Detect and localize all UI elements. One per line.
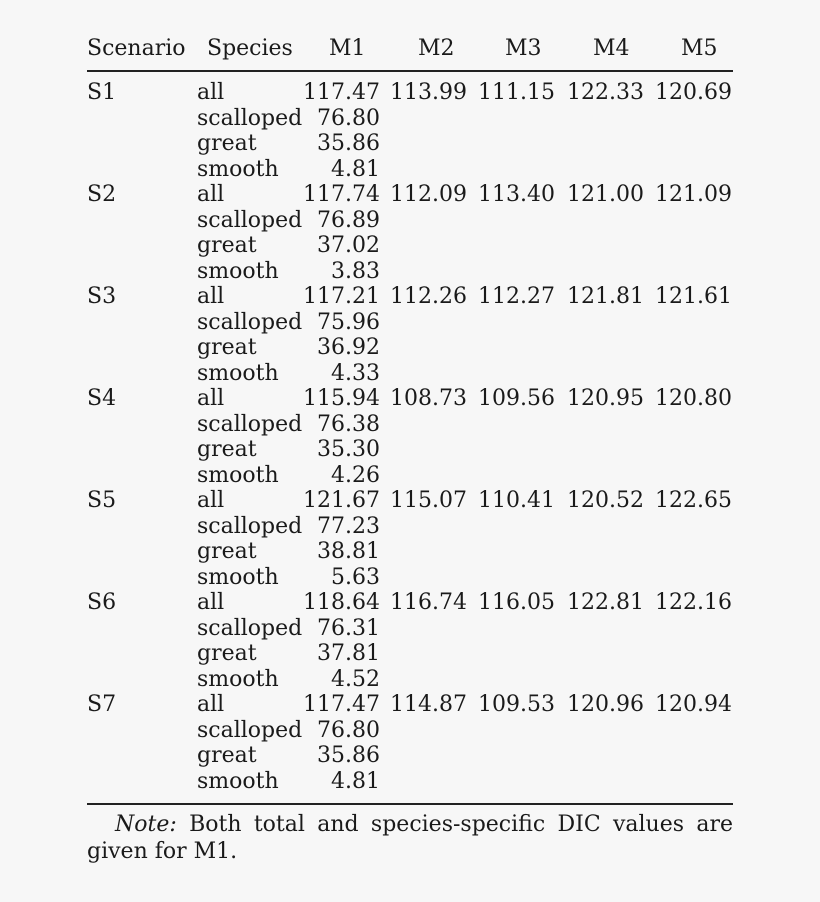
table-row (0, 386, 820, 412)
column-header-m5: M5 (681, 36, 718, 61)
column-header-m4: M4 (593, 36, 630, 61)
cell-species: smooth (197, 258, 279, 284)
note-text: Both total and species-specific DIC values are given for M1. (87, 812, 733, 864)
cell-scenario: S2 (87, 182, 117, 207)
cell-m5: 122.65 (655, 488, 732, 513)
cell-m1: 117.47 (303, 692, 380, 717)
cell-m1: 76.38 (317, 411, 380, 437)
table-row (0, 182, 820, 208)
cell-species: scalloped (197, 411, 303, 437)
cell-m5: 121.09 (655, 182, 732, 207)
cell-m2: 112.09 (390, 182, 467, 207)
cell-m1: 37.02 (317, 233, 380, 258)
cell-species: smooth (197, 768, 279, 794)
cell-scenario: S6 (87, 590, 117, 615)
cell-m3: 116.05 (478, 590, 555, 615)
cell-species: scalloped (197, 615, 303, 641)
table-row (0, 769, 820, 795)
cell-m3: 112.27 (478, 284, 555, 309)
cell-m2: 115.07 (390, 488, 467, 513)
cell-m1: 118.64 (303, 590, 380, 615)
table-bottom-rule (87, 803, 733, 805)
cell-species: scalloped (197, 105, 303, 131)
cell-m3: 109.53 (478, 692, 555, 717)
table-row (0, 233, 820, 259)
cell-m1: 77.23 (317, 513, 380, 539)
column-header-m3: M3 (505, 36, 542, 61)
cell-m4: 120.95 (567, 386, 644, 411)
table-row (0, 641, 820, 667)
cell-species: great (197, 539, 257, 564)
cell-m1: 37.81 (317, 641, 380, 666)
table-row (0, 488, 820, 514)
table-row (0, 106, 820, 132)
table-row (0, 743, 820, 769)
cell-m1: 4.81 (331, 768, 380, 794)
cell-m4: 122.81 (567, 590, 644, 615)
cell-m1: 3.83 (331, 258, 380, 284)
cell-m1: 38.81 (317, 539, 380, 564)
cell-m1: 76.89 (317, 207, 380, 233)
cell-species: scalloped (197, 717, 303, 743)
table-row (0, 412, 820, 438)
cell-m1: 36.92 (317, 335, 380, 360)
column-header-m2: M2 (418, 36, 455, 61)
table-row (0, 335, 820, 361)
cell-m4: 121.81 (567, 284, 644, 309)
note-label: Note: (115, 812, 177, 837)
cell-species: scalloped (197, 309, 303, 335)
cell-m1: 76.80 (317, 105, 380, 131)
table-row (0, 565, 820, 591)
table-row (0, 667, 820, 693)
cell-m1: 121.67 (303, 488, 380, 513)
cell-m1: 35.86 (317, 743, 380, 768)
cell-species: all (197, 692, 225, 717)
cell-species: great (197, 437, 257, 462)
cell-species: scalloped (197, 513, 303, 539)
table-row (0, 590, 820, 616)
cell-species: smooth (197, 462, 279, 488)
table-row (0, 361, 820, 387)
cell-scenario: S4 (87, 386, 117, 411)
cell-m1: 35.30 (317, 437, 380, 462)
table-body (0, 80, 820, 794)
cell-m4: 122.33 (567, 80, 644, 105)
cell-m1: 76.31 (317, 615, 380, 641)
table-row (0, 259, 820, 285)
cell-m2: 112.26 (390, 284, 467, 309)
cell-species: great (197, 743, 257, 768)
column-header-scenario: Scenario (87, 36, 186, 61)
table-row (0, 284, 820, 310)
table-row (0, 131, 820, 157)
cell-m4: 120.52 (567, 488, 644, 513)
table-row (0, 437, 820, 463)
cell-species: all (197, 182, 225, 207)
cell-scenario: S7 (87, 692, 117, 717)
cell-m3: 109.56 (478, 386, 555, 411)
cell-species: smooth (197, 156, 279, 182)
table-row (0, 157, 820, 183)
cell-m2: 108.73 (390, 386, 467, 411)
cell-m1: 4.26 (331, 462, 380, 488)
cell-scenario: S1 (87, 80, 117, 105)
cell-species: all (197, 590, 225, 615)
cell-m1: 4.81 (331, 156, 380, 182)
table-row (0, 208, 820, 234)
cell-m1: 115.94 (303, 386, 380, 411)
cell-m1: 4.52 (331, 666, 380, 692)
cell-m1: 117.47 (303, 80, 380, 105)
cell-m3: 111.15 (478, 80, 555, 105)
table-row (0, 80, 820, 106)
cell-m5: 120.69 (655, 80, 732, 105)
table-row (0, 616, 820, 642)
cell-species: all (197, 488, 225, 513)
cell-species: great (197, 233, 257, 258)
cell-m1: 117.21 (303, 284, 380, 309)
cell-species: scalloped (197, 207, 303, 233)
table-note (87, 811, 733, 865)
cell-m5: 120.80 (655, 386, 732, 411)
cell-m5: 120.94 (655, 692, 732, 717)
column-header-species: Species (207, 36, 293, 61)
cell-m1: 75.96 (317, 309, 380, 335)
column-header-m1: M1 (329, 36, 366, 61)
cell-m1: 76.80 (317, 717, 380, 743)
table-top-rule (87, 70, 733, 72)
cell-m5: 122.16 (655, 590, 732, 615)
table-header (0, 30, 820, 70)
cell-species: smooth (197, 360, 279, 386)
table-row (0, 692, 820, 718)
cell-m5: 121.61 (655, 284, 732, 309)
table-row (0, 718, 820, 744)
table-row (0, 310, 820, 336)
cell-scenario: S3 (87, 284, 117, 309)
cell-m2: 113.99 (390, 80, 467, 105)
cell-species: smooth (197, 666, 279, 692)
cell-m4: 120.96 (567, 692, 644, 717)
cell-species: great (197, 131, 257, 156)
table-row (0, 463, 820, 489)
cell-m2: 116.74 (390, 590, 467, 615)
cell-species: great (197, 641, 257, 666)
cell-m4: 121.00 (567, 182, 644, 207)
cell-m2: 114.87 (390, 692, 467, 717)
cell-m1: 117.74 (303, 182, 380, 207)
cell-species: smooth (197, 564, 279, 590)
cell-species: all (197, 386, 225, 411)
cell-species: all (197, 284, 225, 309)
cell-m1: 5.63 (331, 564, 380, 590)
cell-m1: 35.86 (317, 131, 380, 156)
table-row (0, 514, 820, 540)
cell-species: great (197, 335, 257, 360)
cell-m1: 4.33 (331, 360, 380, 386)
table-row (0, 539, 820, 565)
cell-species: all (197, 80, 225, 105)
cell-m3: 113.40 (478, 182, 555, 207)
cell-scenario: S5 (87, 488, 117, 513)
cell-m3: 110.41 (478, 488, 555, 513)
